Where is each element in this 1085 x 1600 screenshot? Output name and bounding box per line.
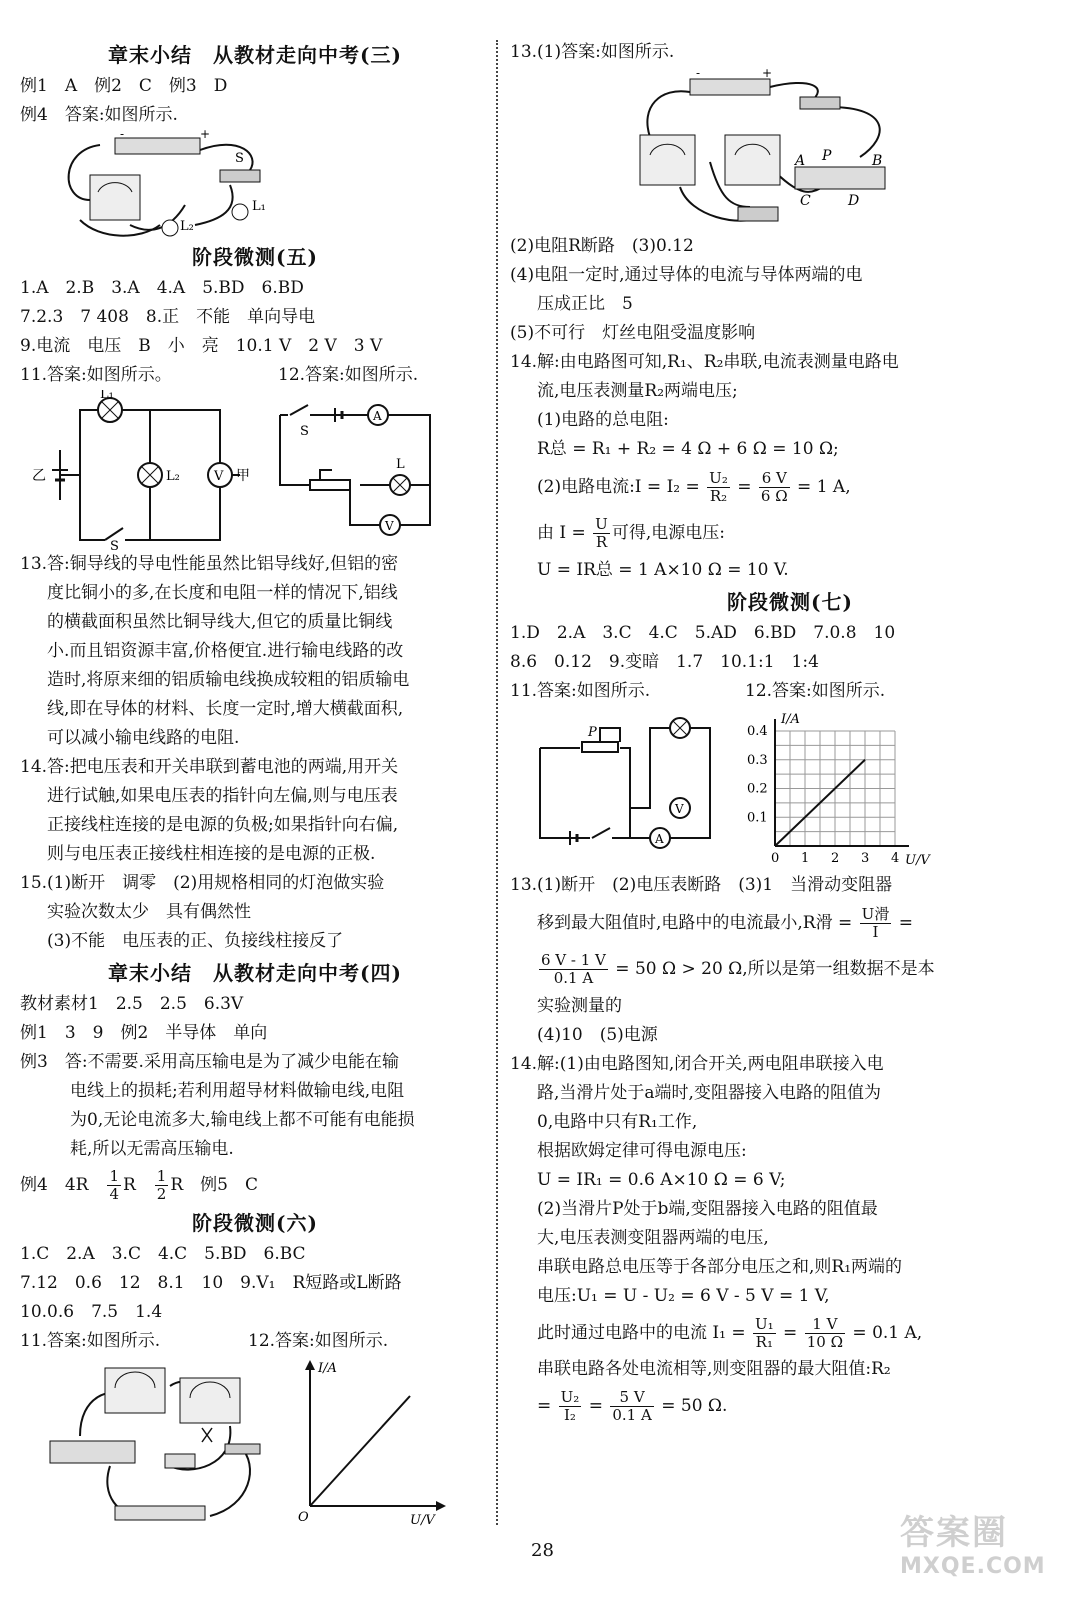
ammeter-icon	[725, 135, 780, 185]
answer-line: U = IR₁ = 0.6 A×10 Ω = 6 V;	[537, 1170, 786, 1190]
switch-icon	[220, 170, 260, 182]
fraction: $\frac{6 V}{6 \Omega}$	[760, 469, 788, 505]
equation-line: 移到最大阻值时,电路中的电流最小,R滑 = $\frac{\text{U滑}}{I}$ =	[537, 905, 913, 941]
answer-line: 13.(1)答案:如图所示.	[510, 42, 675, 62]
section-title: 阶段微测(七)	[727, 590, 853, 614]
label-a: A	[373, 409, 382, 423]
answer-line	[510, 677, 1070, 706]
x-axis-label: U/V	[905, 853, 930, 868]
answer-line: 电压:U₁ = U - U₂ = 6 V - 5 V = 1 V,	[537, 1286, 830, 1306]
answer-line: (3)不能 电压表的正、负接线柱接反了	[47, 931, 344, 951]
answer-line: 13.(1)断开 (2)电压表断路 (3)1 当滑动变阻器	[510, 875, 893, 895]
x-tick-label: 3	[861, 851, 870, 866]
section-title: 章末小结 从教材走向中考(四)	[108, 961, 402, 985]
column-divider	[496, 40, 498, 1525]
switch-icon	[800, 97, 840, 109]
origin-label: O	[298, 1510, 309, 1525]
y-tick-label: 0.4	[747, 724, 768, 739]
bulb-icon	[232, 204, 248, 220]
label-v: V	[385, 519, 394, 533]
label-d: D	[848, 193, 860, 209]
label-l1: L₁	[252, 199, 266, 214]
fraction: $\frac{\text{U滑}}{I}$	[861, 905, 890, 941]
answer-line: 14.答:把电压表和开关串联到蓄电池的两端,用开关	[20, 757, 399, 777]
answer-12: 12.答案:如图所示.	[248, 1331, 389, 1351]
y-axis-label: I/A	[781, 712, 800, 727]
answer-line: 例3 答:不需要.采用高压输电是为了减少电能在输	[20, 1052, 399, 1072]
label-a: A	[655, 832, 664, 846]
answer-line: 电线上的损耗;若利用超导材料做输电线,电阻	[70, 1081, 405, 1101]
answer-line: 可以减小输电线路的电阻.	[47, 728, 240, 748]
voltmeter-icon	[105, 1368, 165, 1413]
circuit-diagram-4	[510, 67, 1070, 232]
answer-line: 1.C 2.A 3.C 4.C 5.BD 6.BC	[20, 1244, 306, 1264]
answer-line: (1)电路的总电阻:	[537, 410, 669, 430]
switch-icon	[225, 1444, 260, 1454]
label-jia: 甲	[236, 468, 250, 484]
rheostat-icon	[50, 1441, 135, 1463]
answer-line: 串联电路总电压等于各部分电压之和,则R₁两端的	[537, 1257, 903, 1277]
label-p: P	[588, 725, 597, 740]
circuit-figure-example4	[20, 130, 490, 240]
label-s: S	[235, 151, 244, 166]
circuit-figures-stage5	[20, 390, 490, 550]
answer-line: (5)不可行 灯丝电阻受温度影响	[510, 323, 756, 343]
answer-line: 为0,无论电流多大,输电线上都不可能有电能损	[70, 1110, 415, 1130]
rheostat-icon	[795, 167, 885, 189]
label-v: V	[214, 469, 224, 484]
answer-line: 例1 3 9 例2 半导体 单向	[20, 1023, 268, 1043]
answer-line: 的横截面积虽然比铜导线大,但它的质量比铜线	[47, 612, 393, 632]
answer-line: 进行试触,如果电压表的指针向左偏,则与电压表	[47, 786, 398, 806]
axis-label-x: U/V	[410, 1513, 435, 1526]
battery-icon	[115, 138, 200, 154]
answer-line: 正接线柱连接的是电源的负极;如果指针向右偏,	[47, 815, 399, 835]
answer-line: 耗,所以无需高压输电.	[70, 1139, 234, 1159]
label-minus: -	[120, 130, 125, 141]
section-title: 章末小结 从教材走向中考(三)	[108, 43, 402, 67]
answer-12: 12.答案:如图所示.	[745, 681, 886, 701]
fraction: $\frac{\text{U₂}}{\text{R₂}}$	[709, 469, 728, 505]
answer-line	[20, 1327, 490, 1356]
answer-line: 1.A 2.B 3.A 4.A 5.BD 6.BD	[20, 278, 304, 298]
answer-line: 度比铜小的多,在长度和电阻一样的情况下,铝线	[47, 583, 398, 603]
circuit-and-chart	[510, 706, 1070, 871]
answer-line: (2)电阻R断路 (3)0.12	[510, 236, 694, 256]
answer-line: (2)当滑片P处于b端,变阻器接入电路的阻值最	[537, 1199, 878, 1219]
y-tick-label: 0.3	[747, 752, 768, 768]
equation-line: = $\frac{\text{U₂}}{\text{I₂}}$ = $\frac{5 V}{0.1 A}$ = 50 Ω.	[537, 1388, 728, 1424]
answer-line: 则与电压表正接线柱相连接的是电源的正极.	[47, 844, 376, 864]
label-a: A	[795, 153, 806, 169]
answer-line: 15.(1)断开 调零 (2)用规格相同的灯泡做实验	[20, 873, 385, 893]
answer-line: 实验次数太少 具有偶然性	[47, 902, 251, 922]
answer-line: 8.6 0.12 9.变暗 1.7 10.1:1 1:4	[510, 652, 819, 672]
fraction: $\frac{6 V - 1 V}{0.1 A}$	[541, 951, 606, 987]
circuit-diagram-2	[20, 390, 490, 550]
section-title: 阶段微测(六)	[192, 1211, 318, 1235]
x-tick-label: 4	[891, 851, 900, 866]
voltmeter-icon	[90, 175, 140, 220]
answer-line: 教材素材1 2.5 2.5 6.3V	[20, 994, 244, 1014]
answer-12: 12.答案:如图所示.	[278, 365, 419, 385]
left-column	[20, 38, 490, 1526]
circuit-figure-right13	[510, 67, 1070, 232]
label-s: S	[110, 539, 119, 550]
label-c: C	[800, 193, 811, 209]
resistor-icon	[738, 207, 778, 221]
answer-line: 小.而且铝资源丰富,价格便宜.进行输电线路的改	[47, 641, 404, 661]
answer-line: 14.解:(1)由电路图知,闭合开关,两电阻串联接入电	[510, 1054, 884, 1074]
fraction: $\frac{U}{R}$	[595, 515, 608, 551]
answer-line: (4)电阻一定时,通过导体的电流与导体两端的电	[510, 265, 863, 285]
label-plus: +	[200, 130, 211, 141]
fraction: $\frac{5 V}{0.1 A}$	[612, 1388, 652, 1424]
equation-line: 此时通过电路中的电流 I₁ = $\frac{\text{U₁}}{\text{R₁}}$ = $\frac{1 V}{10 \Omega}$ = 0.1 A,	[537, 1315, 923, 1351]
fraction: $\frac{1 V}{10 \Omega}$	[806, 1315, 844, 1351]
label-yi: 乙	[32, 468, 46, 484]
rheostat-icon	[310, 480, 350, 490]
answer-line: 大,电压表测变阻器两端的电压,	[537, 1228, 769, 1248]
fraction: $\frac{1}{4}$	[109, 1167, 119, 1203]
battery-icon	[690, 79, 770, 95]
fraction: $\frac{\text{U₁}}{\text{R₁}}$	[755, 1315, 774, 1351]
right-column	[510, 38, 1070, 1428]
x-tick-label: 2	[831, 851, 840, 866]
bulb-icon	[162, 220, 178, 236]
answer-11: 11.答案:如图所示。	[20, 365, 172, 385]
answer-line: R总 = R₁ + R₂ = 4 Ω + 6 Ω = 10 Ω;	[537, 439, 839, 459]
rheostat-icon	[582, 742, 618, 752]
answer-line: 实验测量的	[537, 996, 622, 1016]
ammeter-icon	[180, 1378, 240, 1423]
equation-line: (2)电路电流:I = I₂ = $\frac{\text{U₂}}{\text{R₂}}$ = $\frac{6 V}{6 \Omega}$ = 1 A,	[537, 469, 851, 505]
answer-line: (4)10 (5)电源	[537, 1025, 658, 1045]
answer-line: 路,当滑片处于a端时,变阻器接入电路的阻值为	[537, 1083, 881, 1103]
axis-label-y: I/A	[318, 1361, 337, 1376]
watermark-text: MXQE.COM	[900, 1554, 1046, 1579]
x-tick-label: 1	[801, 851, 810, 866]
resistor-icon	[165, 1454, 195, 1468]
label-v: V	[675, 802, 684, 816]
equation-line: U = IR总 = 1 A×10 Ω = 10 V.	[537, 560, 789, 580]
answer-line: 造时,将原来细的铝质输电线换成较粗的铝质输电	[47, 670, 410, 690]
label-s: S	[300, 424, 309, 439]
watermark-logo	[900, 1505, 1070, 1579]
answer-11: 11.答案:如图所示.	[20, 1331, 161, 1351]
fraction: $\frac{\text{U₂}}{\text{I₂}}$	[560, 1388, 580, 1424]
y-tick-label: 0.2	[747, 781, 768, 797]
equation-line: $\frac{6 V - 1 V}{0.1 A}$ = 50 Ω > 20 Ω,所以是第一组数据不是本	[541, 951, 935, 987]
label-l2: L₂	[180, 219, 194, 234]
label-p: P	[822, 148, 832, 164]
i-u-graph	[747, 712, 931, 868]
answer-line: 串联电路各处电流相等,则变阻器的最大阻值:R₂	[537, 1359, 891, 1379]
answer-line: 线,即在导体的材料、长度一定时,增大横截面积,	[47, 699, 404, 719]
answer-line	[20, 361, 490, 390]
label-l1: L₁	[100, 390, 114, 402]
figures-stage6	[20, 1356, 490, 1526]
answer-line: 14.解:由电路图可知,R₁、R₂串联,电流表测量电路电	[510, 352, 899, 372]
answer-line: 根据欧姆定律可得电源电压:	[537, 1141, 747, 1161]
y-tick-label: 0.1	[747, 810, 768, 826]
answer-line: 1.D 2.A 3.C 4.C 5.AD 6.BD 7.0.8 10	[510, 623, 896, 643]
page-number: 28	[531, 1540, 554, 1561]
answer-line: 10.0.6 7.5 1.4	[20, 1302, 163, 1322]
answer-line: 压成正比 5	[537, 294, 633, 314]
battery-icon	[115, 1506, 205, 1520]
label-minus: -	[696, 67, 701, 80]
label-l: L	[396, 457, 405, 472]
answer-line: 9.电流 电压 B 小 亮 10.1 V 2 V 3 V	[20, 336, 383, 356]
voltmeter-icon	[640, 135, 695, 185]
answer-line-fractions: 例4 4R $\frac{1}{4}$ R $\frac{1}{2}$ R 例5 C	[20, 1167, 258, 1203]
answer-line: 0,电路中只有R₁工作,	[537, 1112, 698, 1132]
answer-line: 例4 答案:如图所示.	[20, 105, 178, 125]
figures-stage7	[510, 706, 1070, 871]
answer-line: 7.12 0.6 12 8.1 10 9.V₁ R短路或L断路	[20, 1273, 402, 1293]
x-tick-label: 0	[771, 851, 780, 866]
label-l2: L₂	[166, 469, 180, 484]
answer-line: 例1 A 例2 C 例3 D	[20, 76, 228, 96]
answer-line: 7.2.3 7 408 8.正 不能 单向导电	[20, 307, 316, 327]
watermark-text: 答案圈	[900, 1513, 1008, 1553]
equation-line: 由 I = $\frac{U}{R}$ 可得,电源电压:	[537, 515, 725, 551]
circuit-diagram-3	[20, 1356, 490, 1526]
label-b: B	[872, 153, 883, 169]
label-plus: +	[762, 67, 773, 80]
circuit-diagram-1	[20, 130, 320, 240]
fraction: $\frac{1}{2}$	[156, 1167, 167, 1203]
answer-line: 流,电压表测量R₂两端电压;	[537, 381, 738, 401]
answer-line: 13.答:铜导线的导电性能虽然比铝导线好,但铝的密	[20, 554, 399, 574]
answer-11: 11.答案:如图所示.	[510, 681, 651, 701]
section-title: 阶段微测(五)	[192, 245, 318, 269]
